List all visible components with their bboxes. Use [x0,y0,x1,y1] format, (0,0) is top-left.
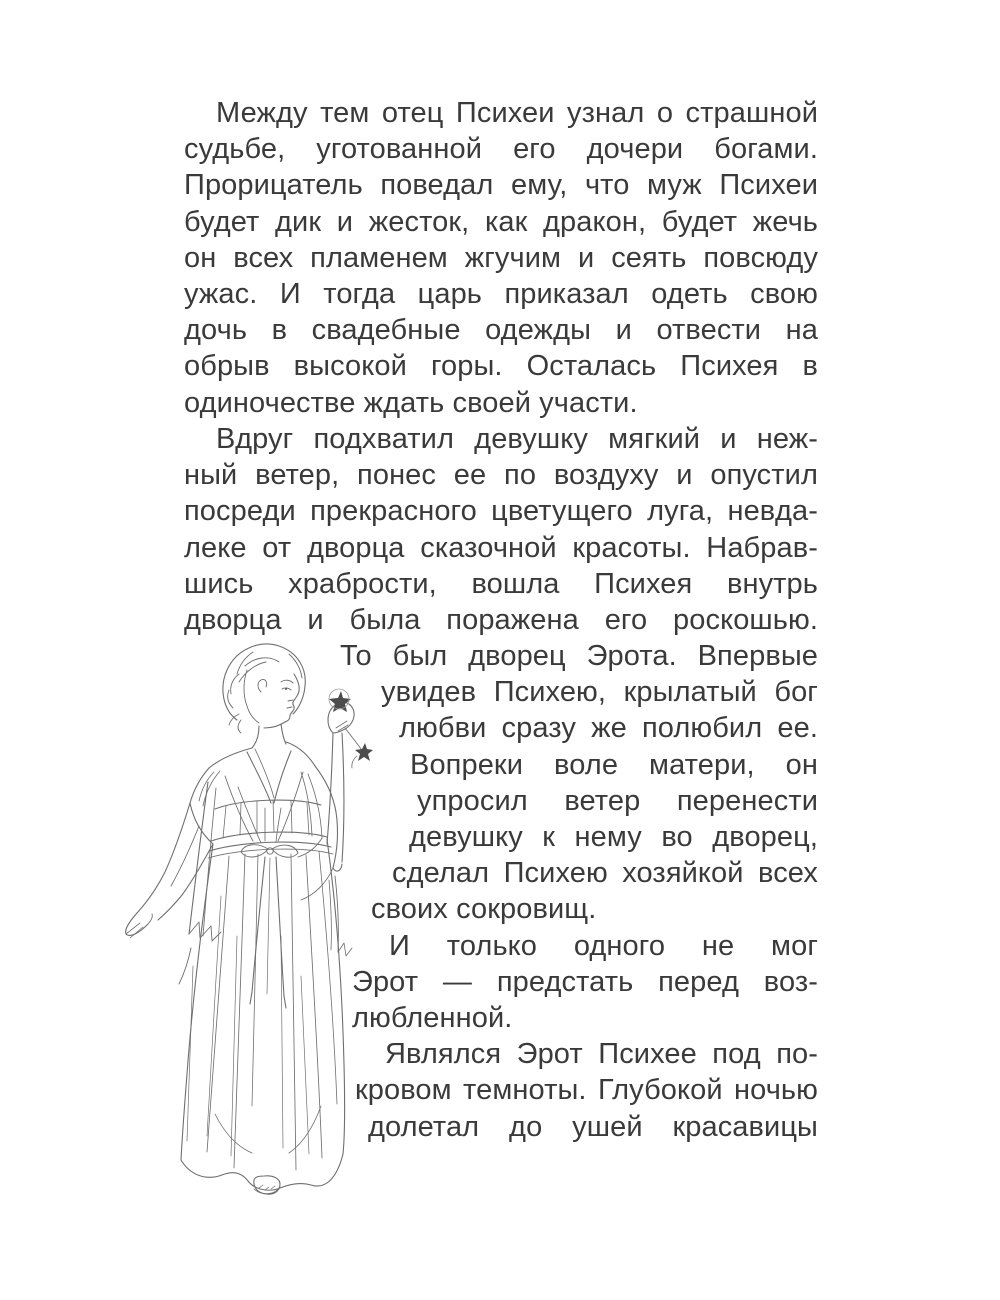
text-line: девушку к нему во дворец, [409,821,818,853]
text-line: шись храбрости, вошла Психея внутрь [184,568,818,600]
text-line: Прорицатель поведал ему, что муж Психеи [184,169,818,201]
text-line: кровом темноты. Глубокой ночью [355,1074,818,1106]
text-line: И только одного не мог [389,930,818,962]
text-line: посреди прекрасного цветущего луга, невда- [184,495,818,527]
text-line: Вопреки воле матери, он [410,749,818,781]
text-line: Эрот — предстать перед воз- [352,966,818,998]
text-line: будет дик и жесток, как дракон, будет жечь [184,206,818,238]
text-line: своих сокровищ. [371,893,597,925]
text-line: любленной. [352,1002,513,1034]
text-line: Являлся Эрот Психее под по- [385,1038,818,1070]
text-line: ный ветер, понес ее по воздуху и опустил [184,459,818,491]
text-line: судьбе, уготованной его дочери богами. [184,133,818,165]
text-line: Между тем отец Психеи узнал о страшной [216,97,818,129]
text-line: ужас. И тогда царь приказал одеть свою [184,278,818,310]
text-line: обрыв высокой горы. Осталась Психея в [184,350,818,382]
text-line: долетал до ушей красавицы [368,1111,818,1143]
psyche-illustration [95,636,395,1206]
text-line: увидев Психею, крылатый бог [381,676,818,708]
text-line: любви сразу же полюбил ее. [399,712,818,744]
text-line: дворца и была поражена его роскошью. [184,604,818,636]
text-line: То был дворец Эрота. Впервые [340,640,818,672]
text-line: одиночестве ждать своей участи. [184,387,638,419]
text-line: Вдруг подхватил девушку мягкий и неж- [216,423,818,455]
text-line: он всех пламенем жгучим и сеять повсюду [184,242,818,274]
text-line: упросил ветер перенести [417,785,818,817]
text-line: дочь в свадебные одежды и отвести на [184,314,818,346]
text-line: леке от дворца сказочной красоты. Набрав- [184,532,818,564]
text-line: сделал Психею хозяйкой всех [392,857,818,889]
